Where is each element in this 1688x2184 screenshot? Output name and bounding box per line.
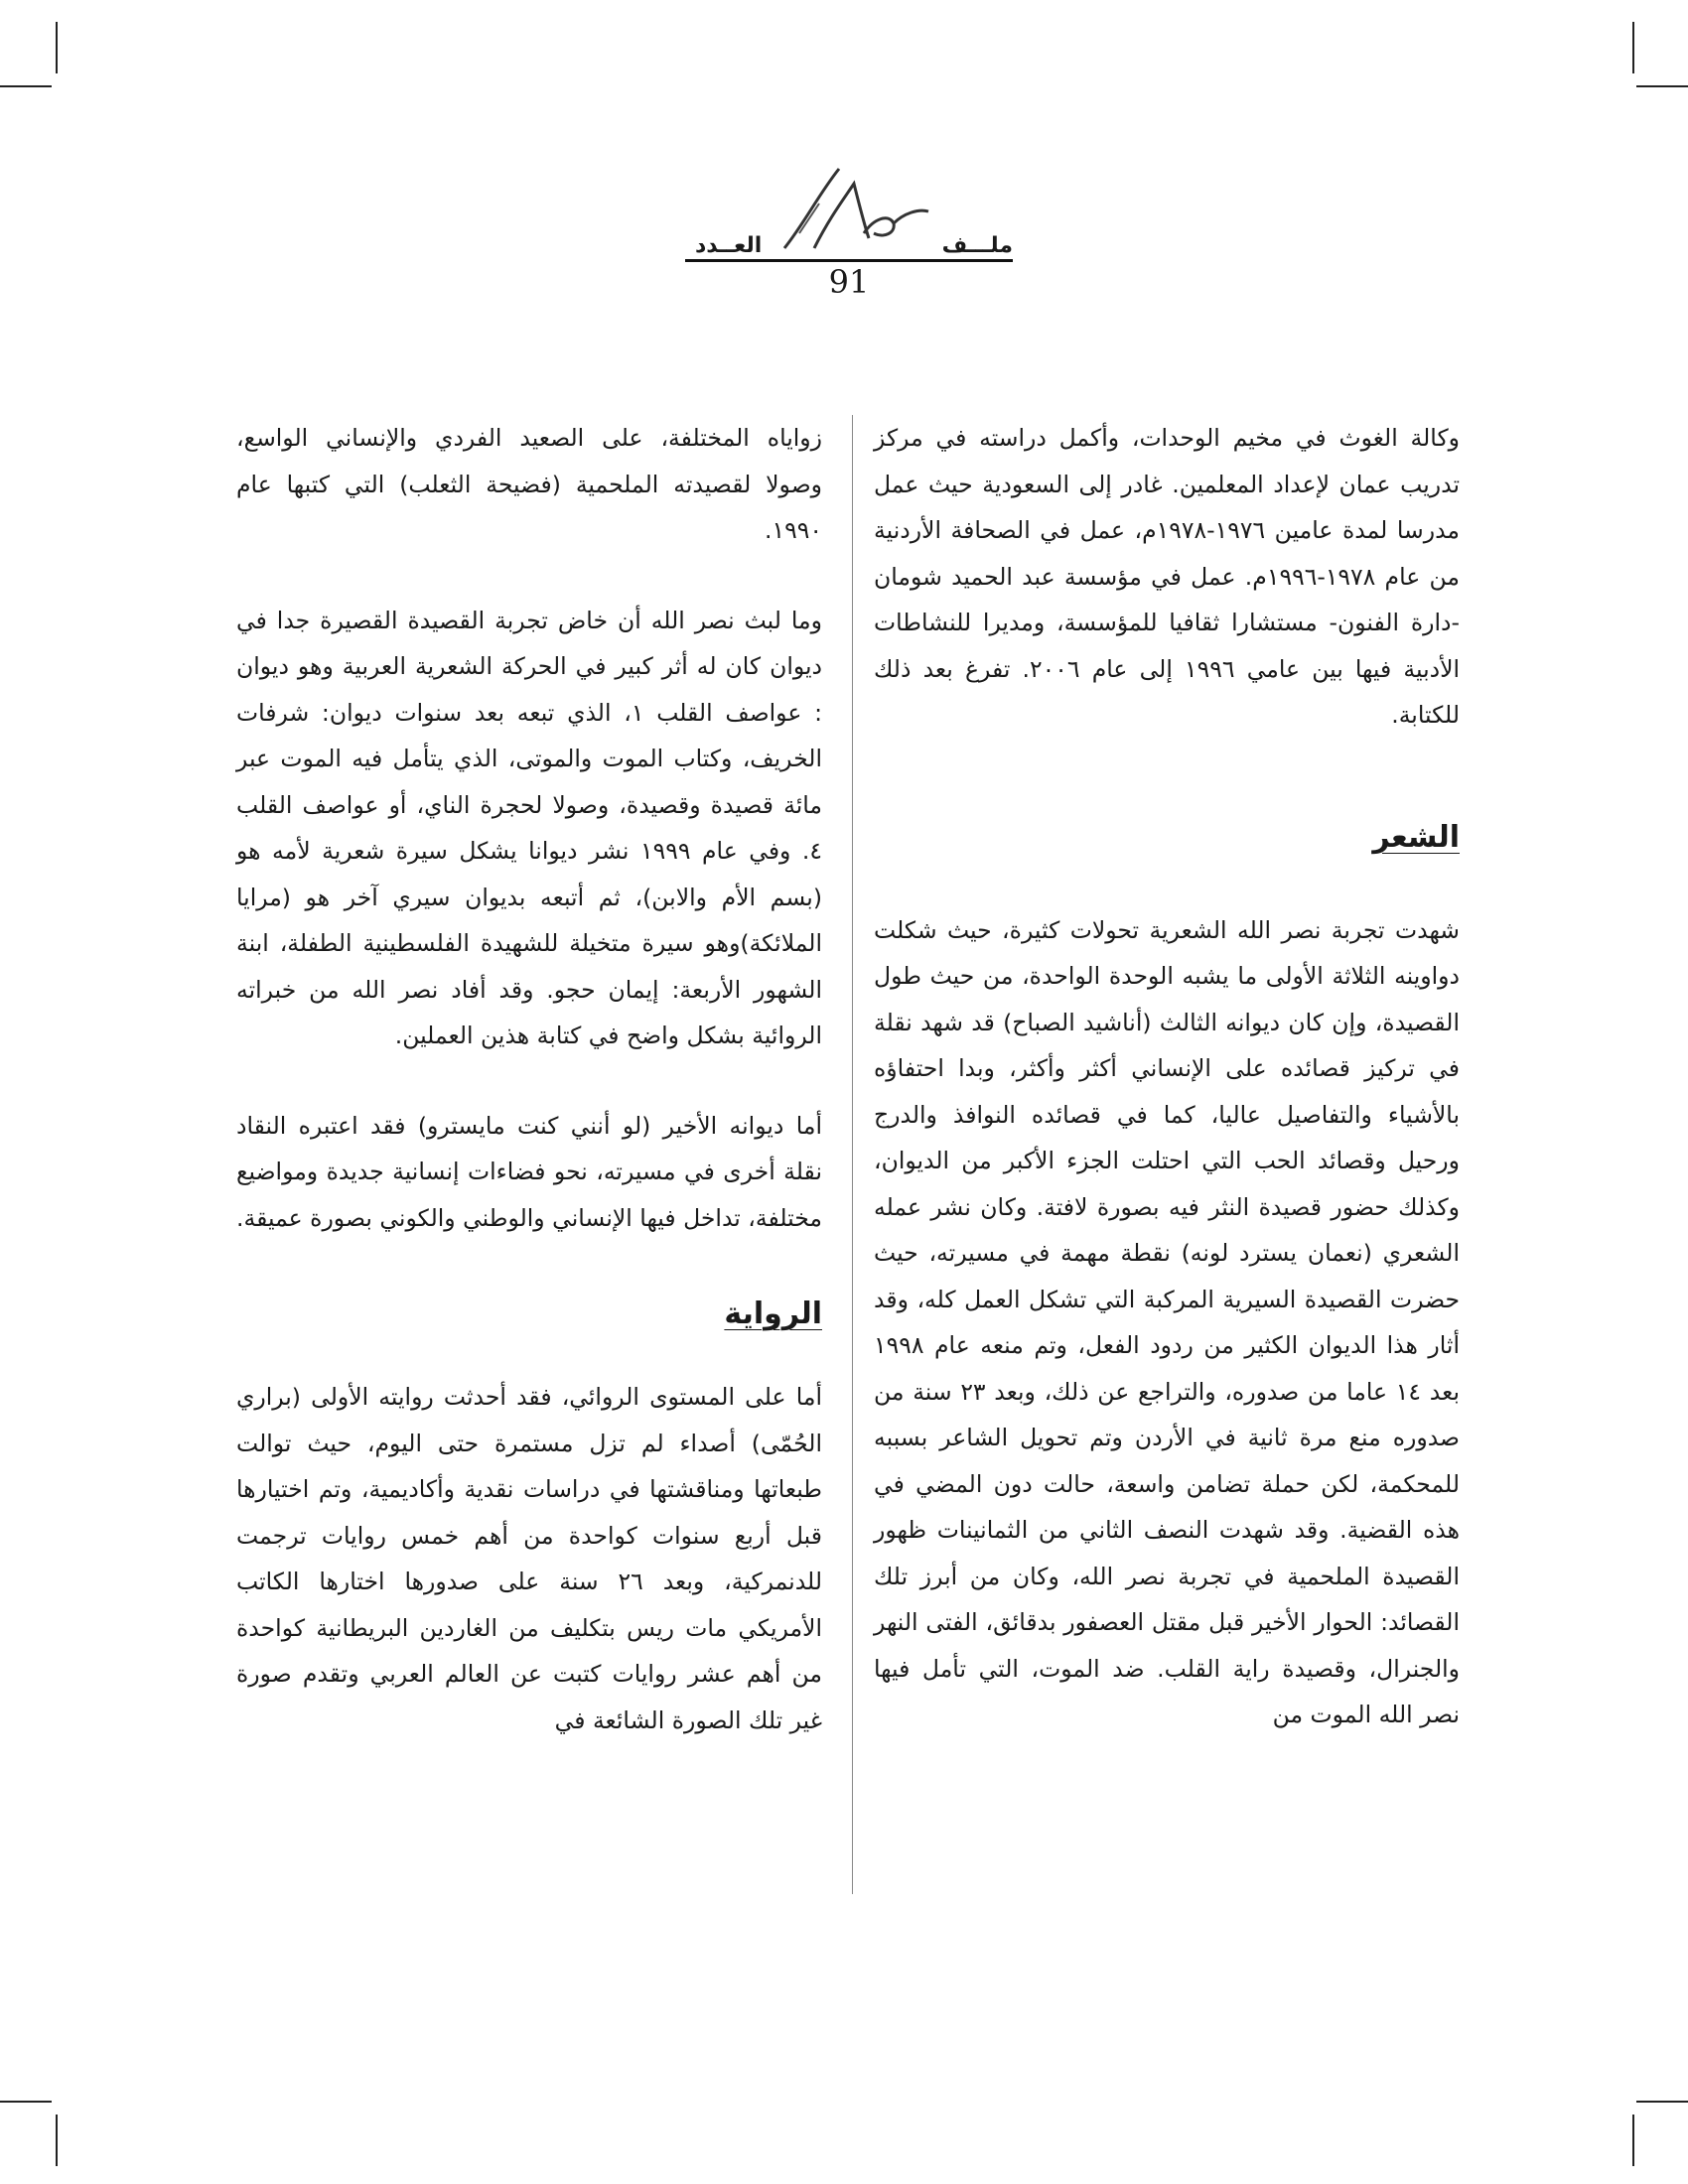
crop-mark-top-right-h [1636,85,1688,87]
crop-mark-top-left-h [0,85,52,87]
crop-mark-bottom-left-h [0,2101,52,2103]
crop-mark-top-right-v [1632,22,1634,73]
right-column [874,415,1460,1738]
page-header [685,164,1013,303]
paragraph: وكالة الغوث في مخيم الوحدات، وأكمل دراسته في مركز تدريب عمان لإعداد المعلمين. غادر إلى السعودية حيث عمل مدرسا لمدة عامين ١٩٧٦-١٩٧٨م، عمل في الصحافة الأردنية من عام ١٩٧٨-١٩٩٦م. عمل في مؤسسة عبد الحميد شومان -دارة الفنون- مستشارا ثقافيا للمؤسسة، ومديرا للنشاطات الأدبية فيها بين عامي ١٩٩٦ إلى عام ٢٠٠٦. تفرغ بعد ذلك للكتابة. [874,424,1461,729]
paragraph: شهدت تجربة نصر الله الشعرية تحولات كثيرة، حيث شكلت دواوينه الثلاثة الأولى ما يشبه الوحدة الواحدة، من حيث طول القصيدة، وإن كان ديوانه الثالث (أناشيد الصباح) قد شهد نقلة في تركيز قصائده على الإنساني أكثر وأكثر، وبدا احتفاؤه بالأشياء والتفاصيل عاليا، كما في قصائده النوافذ والدرج ورحيل وقصائد الحب التي احتلت الجزء الأكبر من الديوان، وكذلك حضور قصيدة النثر فيه بصورة لافتة. وكان نشر عمله الشعري (نعمان يسترد لونه) نقطة مهمة في مسيرته، حيث حضرت القصيدة السيرية المركبة التي تشكل العمل كله، وقد أثار هذا الديوان الكثير من ردود الفعل، وتم منعه عام ١٩٩٨ بعد ١٤ عاما من صدوره، والتراجع عن ذلك، وبعد ٢٣ سنة من صدوره منع مرة ثانية في الأردن وتم تحويل الشاعر بسببه للمحكمة، لكن حملة تضامن واسعة، حالت دون المضي في هذه القضية. وقد شهدت النصف الثاني من الثمانينات ظهور القصيدة الملحمية في تجربة نصر الله، وكان من أبرز تلك القصائد: الحوار الأخير قبل مقتل العصفور بدقائق، الفتى النهر والجنرال، وقصيدة راية القلب. ضد الموت، التي تأمل فيها نصر الله الموت من [874,915,1460,1728]
crop-mark-top-left-v [56,22,58,73]
left-column [236,415,822,1743]
section-heading-poetry: الشعر [1372,819,1460,855]
header-rule [685,259,1013,262]
column-divider [852,415,853,1894]
crop-mark-bottom-left-v [56,2115,58,2166]
header-label-issue: العــدد [695,233,763,258]
header-label-file: ملـــف [941,233,1013,258]
paragraph: أما على المستوى الروائي، فقد أحدثت روايته الأولى (براري الحُمّى) أصداء لم تزل مستمرة حتى اليوم، حيث توالت طبعاتها ومناقشتها في دراسات نقدية وأكاديمية، وتم اختيارها قبل أربع سنوات كواحدة من أهم خمس روايات ترجمت للدنمركية، وبعد ٢٦ سنة على صدورها اختارها الكاتب الأمريكي مات ريس بتكليف من الغاردين البريطانية كواحدة من أهم عشر روايات كتبت عن العالم العربي وتقدم صورة غير تلك الصورة الشائعة في [236,1383,822,1734]
crop-mark-bottom-right-v [1632,2115,1634,2166]
paragraph: وما لبث نصر الله أن خاض تجربة القصيدة القصيرة جدا في ديوان كان له أثر كبير في الحركة الشعرية العربية وهو ديوان : عواصف القلب ١، الذي تبعه بعد سنوات ديوان: شرفات الخريف، وكتاب الموت والموتى، الذي يتأمل فيه الموت عبر مائة قصيدة وقصيدة، وصولا لحجرة الناي، أو عواصف القلب ٤. وفي عام ١٩٩٩ نشر ديوانا يشكل سيرة شعرية لأمه هو (بسم الأم والابن)، ثم أتبعه بديوان سيري آخر هو (مرايا الملائكة)وهو سيرة متخيلة للشهيدة الفلسطينية الطفلة، ابنة الشهور الأربعة: إيمان حجو. وقد أفاد نصر الله من خبراته الروائية بشكل واضح في كتابة هذين العملين. [236,606,822,1049]
paragraph: أما ديوانه الأخير (لو أنني كنت مايسترو) فقد اعتبره النقاد نقلة أخرى في مسيرته، نحو فضاءات إنسانية جديدة ومواضيع مختلفة، تداخل فيها الإنساني والوطني والكوني بصورة عميقة. [236,1111,822,1232]
crop-mark-bottom-right-h [1636,2101,1688,2103]
section-heading-novel: الرواية [724,1297,822,1331]
paragraph: زواياه المختلفة، على الصعيد الفردي والإنساني الواسع، وصولا لقصيدته الملحمية (فضيحة الثعلب) التي كتبها عام ١٩٩٠. [236,424,822,544]
header-logo [745,164,943,253]
page-number: 91 [828,263,870,301]
